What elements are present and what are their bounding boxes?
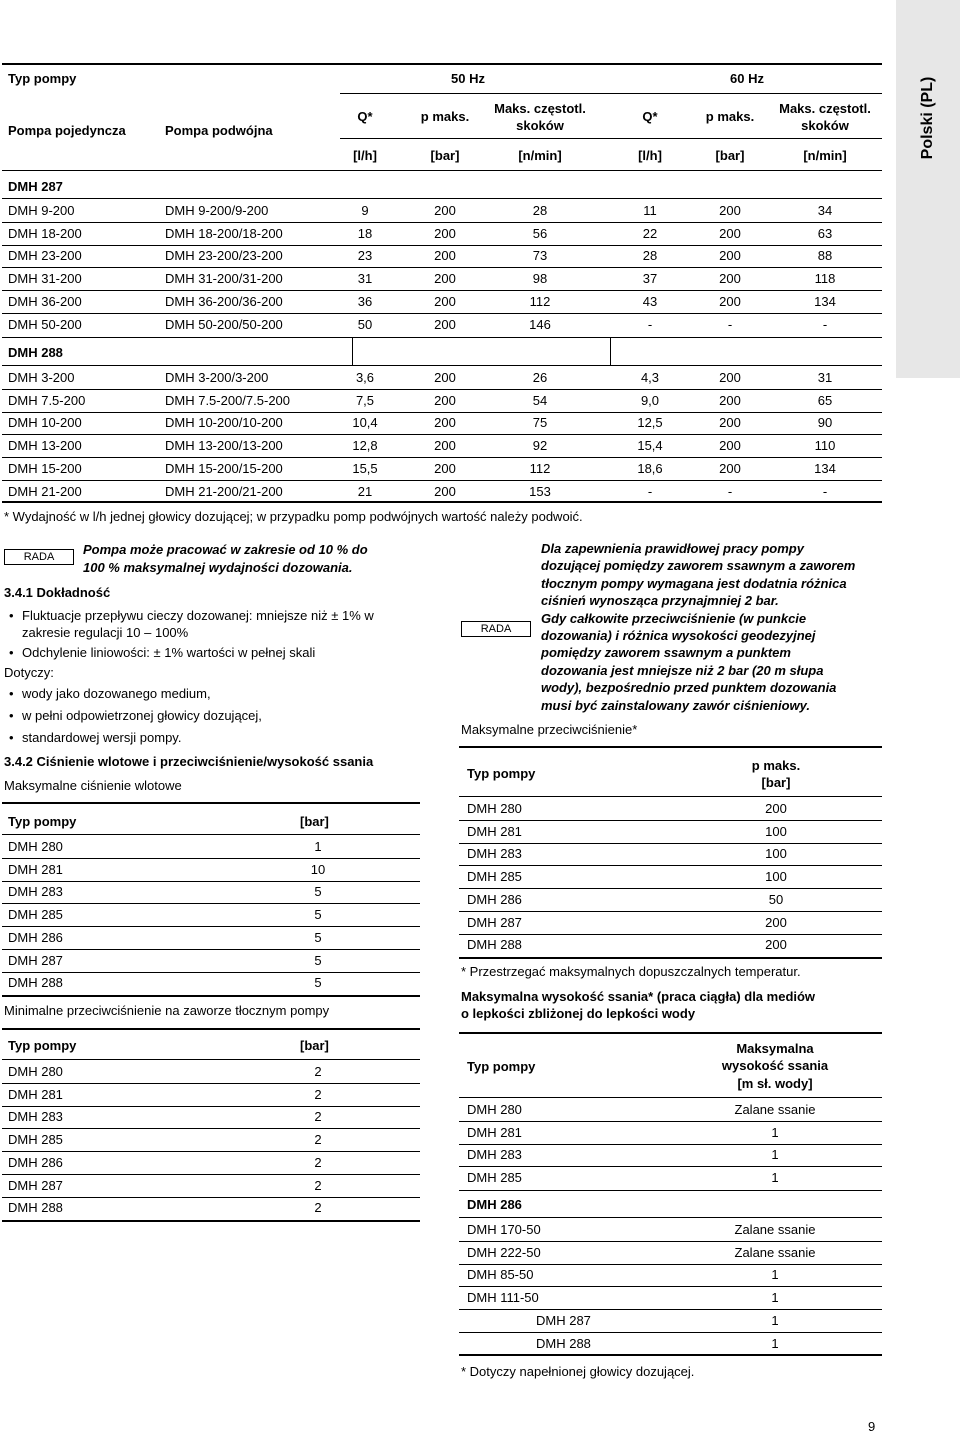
table-cell: 1: [771, 1290, 779, 1306]
table-cell: DMH 288: [8, 975, 63, 991]
row-divider: [2, 245, 882, 246]
table-cell: DMH 285: [467, 1170, 522, 1186]
table-cell: 200: [434, 225, 456, 241]
table-cell: DMH 170-50: [467, 1222, 541, 1237]
table-cell: 200: [434, 483, 456, 499]
table-cell: DMH 7.5-200/7.5-200: [165, 392, 291, 408]
table-cell: 63: [817, 225, 833, 241]
bullet-item: • wody jako dozowanego medium,: [22, 686, 211, 702]
table-cell: 88: [817, 248, 833, 264]
table-rule: [340, 138, 882, 139]
table-cell: 200: [434, 415, 456, 431]
table-cell: 43: [642, 293, 658, 309]
table-backpressure-head-unit: [bar]: [300, 1038, 329, 1053]
table-maxpressure-head-p: p maks.: [751, 758, 801, 773]
table-cell: DMH 281: [467, 1124, 522, 1140]
table-suction-group: DMH 286: [467, 1197, 522, 1212]
table-inlet-title: Maksymalne ciśnienie wlotowe: [4, 778, 182, 793]
table-rule: [2, 170, 882, 171]
table-cell: 31: [357, 271, 373, 287]
applies-label: Dotyczy:: [4, 665, 54, 680]
table-cell: 200: [434, 460, 456, 476]
table-cell: 110: [814, 438, 836, 454]
table-cell: 2: [314, 1086, 322, 1102]
table-cell: 200: [719, 370, 741, 385]
table-rule: [2, 63, 882, 65]
table-maxpressure-head-type: Typ pompy: [467, 766, 536, 781]
table-cell: 200: [765, 937, 787, 953]
unit-freq-50: [n/min]: [518, 148, 562, 163]
row-divider: [459, 1264, 882, 1265]
table-cell: DMH 3-200/3-200: [165, 370, 269, 385]
table-rule: [459, 1190, 882, 1191]
table-cell: DMH 283: [8, 884, 63, 900]
table-cell: 23: [357, 248, 373, 264]
tip-text-line: dozowania) i różnica wysokości geodezyjnej: [541, 628, 816, 643]
table-cell: DMH 15-200: [8, 460, 82, 476]
table-rule-vertical: [610, 337, 611, 365]
page-number: 9: [868, 1419, 876, 1434]
table-rule: [459, 746, 882, 748]
row-divider: [459, 1241, 882, 1242]
table-cell: 22: [642, 225, 658, 241]
row-divider: [459, 843, 882, 844]
table-inlet-head-type: Typ pompy: [8, 814, 77, 829]
table-cell: DMH 280: [467, 1102, 522, 1117]
table-cell: DMH 7.5-200: [8, 392, 86, 408]
table-rule: [2, 1028, 420, 1030]
table-cell: DMH 286: [467, 891, 522, 907]
row-divider: [2, 881, 420, 882]
row-divider: [459, 1309, 882, 1310]
table-rule: [2, 365, 882, 366]
table-cell: DMH 280: [467, 801, 522, 816]
tip-text-line: pomiędzy zaworem ssawnym a punktem: [541, 645, 791, 661]
table-cell: DMH 3-200: [8, 370, 75, 385]
bullet-item-continued: zakresie regulacji 10 – 100%: [22, 625, 189, 640]
row-divider: [459, 1286, 882, 1287]
row-divider: [2, 480, 882, 481]
row-divider: [2, 267, 882, 268]
row-divider: [2, 1174, 420, 1175]
table-cell: DMH 286: [8, 1154, 63, 1170]
unit-freq-60: [n/min]: [803, 148, 847, 163]
header-p-60: p maks.: [705, 109, 755, 124]
table-cell: 92: [532, 438, 548, 454]
table-suction-note: * Dotyczy napełnionej głowicy dozującej.: [461, 1364, 695, 1379]
table-rule: [2, 1220, 420, 1222]
table-rule: [459, 1032, 882, 1034]
table-cell: DMH 9-200/9-200: [165, 203, 269, 218]
table-cell: DMH 281: [467, 823, 522, 839]
row-divider: [459, 1144, 882, 1145]
table-cell: DMH 21-200/21-200: [165, 483, 283, 499]
table-cell: DMH 85-50: [467, 1267, 534, 1283]
header-freq-50-line1: Maks. częstotl.: [494, 101, 586, 116]
section-3-4-1-heading: 3.4.1 Dokładność: [4, 585, 111, 600]
table-cell: DMH 18-200: [8, 225, 82, 241]
group-dmh287: DMH 287: [8, 179, 63, 194]
tip-text-line: ciśnień wynosząca przynajmniej 2 bar.: [541, 593, 779, 609]
table-cell: -: [822, 316, 828, 332]
row-divider: [2, 949, 420, 950]
table-cell: 65: [817, 392, 833, 408]
table-cell: 75: [532, 415, 548, 431]
table-cell: 11: [643, 203, 657, 218]
table-cell: DMH 21-200: [8, 483, 82, 499]
table-cell: 1: [771, 1170, 779, 1186]
table-cell: DMH 23-200/23-200: [165, 248, 283, 264]
table-cell: DMH 283: [467, 846, 522, 862]
table-cell: 12,8: [352, 438, 378, 454]
table-cell: DMH 50-200/50-200: [165, 316, 283, 332]
table-cell: 15,5: [352, 460, 378, 476]
header-pump-type: Typ pompy: [8, 71, 77, 86]
table-cell: Zalane ssanie: [734, 1222, 816, 1237]
table-cell: 112: [529, 460, 551, 476]
table-suction-title-line2: o lepkości zbliżonej do lepkości wody: [461, 1006, 696, 1021]
table-cell: 2: [314, 1154, 322, 1170]
table-cell: DMH 23-200: [8, 248, 82, 264]
header-double-pump: Pompa podwójna: [165, 123, 273, 138]
table-cell: 9,0: [640, 392, 660, 408]
table-cell: -: [647, 316, 653, 332]
table-cell: 200: [719, 248, 741, 264]
table-cell: DMH 287: [8, 952, 63, 968]
table-cell: 4,3: [640, 370, 660, 385]
table-cell: 98: [532, 271, 548, 287]
unit-p-50: [bar]: [430, 148, 460, 163]
table-cell: 146: [529, 316, 551, 332]
table-cell: 1: [314, 839, 322, 854]
table-cell: 5: [314, 907, 322, 923]
table-cell: 34: [817, 203, 833, 218]
language-side-tab: [896, 0, 960, 378]
row-divider: [2, 290, 882, 291]
table-cell: 200: [719, 225, 741, 241]
table-cell: 100: [765, 846, 787, 862]
table-cell: DMH 13-200/13-200: [165, 438, 283, 454]
table-cell: DMH 285: [467, 869, 522, 885]
header-p-50: p maks.: [420, 109, 470, 124]
table-rule-vertical: [352, 337, 353, 365]
table-cell: 1: [771, 1147, 779, 1163]
table-rule: [459, 1217, 882, 1218]
table-cell: 200: [434, 248, 456, 264]
row-divider: [459, 820, 882, 821]
table-cell: 200: [434, 392, 456, 408]
table-cell: 100: [765, 869, 787, 885]
row-divider: [2, 1197, 420, 1198]
table-rule: [2, 1059, 420, 1060]
table-cell: DMH 283: [467, 1147, 522, 1163]
table-cell: 36: [357, 293, 373, 309]
table-cell: -: [822, 483, 828, 499]
language-label: Polski (PL): [919, 76, 936, 160]
table-suction-head-line3: [m sł. wody]: [737, 1076, 813, 1091]
table-cell: 37: [642, 271, 658, 287]
row-divider: [2, 389, 882, 390]
table-cell: 1: [771, 1124, 779, 1140]
table-cell: DMH 288: [467, 937, 522, 953]
table-rule: [2, 501, 882, 503]
table-cell: 3,6: [355, 370, 375, 385]
table-cell: DMH 31-200/31-200: [165, 271, 283, 287]
tip-text-line: tłocznym pompy wymagana jest dodatnia różnica: [541, 575, 847, 591]
header-freq-60-line2: skoków: [801, 118, 849, 133]
table-cell: 15,4: [637, 438, 663, 454]
table-cell: -: [647, 483, 653, 499]
tip-label: RADA: [4, 549, 74, 565]
table-maxpressure-note: * Przestrzegać maksymalnych dopuszczalnych temperatur.: [461, 964, 801, 979]
row-divider: [2, 412, 882, 413]
row-divider: [459, 1166, 882, 1167]
table-cell: 1: [771, 1267, 779, 1283]
table-suction-title-line1: Maksymalna wysokość ssania* (praca ciągła) dla mediów: [461, 989, 816, 1004]
section-3-4-2-heading: 3.4.2 Ciśnienie wlotowe i przeciwciśnienie/wysokość ssania: [4, 754, 374, 769]
row-divider: [459, 911, 882, 912]
table-rule: [2, 337, 882, 338]
table-rule: [2, 198, 882, 199]
table-cell: 31: [817, 370, 833, 385]
table-cell: 200: [434, 293, 456, 309]
table-cell: 2: [314, 1200, 322, 1216]
unit-q-60: [l/h]: [638, 148, 662, 163]
table-cell: 200: [719, 203, 741, 218]
table-cell: 200: [719, 392, 741, 408]
table-cell: 7,5: [355, 392, 375, 408]
table-rule: [2, 834, 420, 835]
table-cell: -: [727, 483, 733, 499]
table-cell: 2: [314, 1064, 322, 1079]
table-cell: 26: [532, 370, 548, 385]
table-cell: DMH 288: [536, 1335, 591, 1351]
main-table-footnote: * Wydajność w l/h jednej głowicy dozującej; w przypadku pomp podwójnych wartość należy podwoić.: [4, 509, 583, 524]
table-cell: DMH 286: [8, 929, 63, 945]
table-cell: 153: [529, 483, 551, 499]
tip-text-line: dozującej pomiędzy zaworem ssawnym a zaworem: [541, 558, 856, 574]
table-cell: DMH 50-200: [8, 316, 82, 332]
table-cell: Zalane ssanie: [734, 1102, 816, 1117]
bullet-item: • Fluktuacje przepływu cieczy dozowanej: mniejsze niż ± 1% w: [22, 608, 374, 624]
row-divider: [2, 1083, 420, 1084]
row-divider: [2, 858, 420, 859]
table-rule: [459, 1097, 882, 1098]
table-cell: 5: [314, 884, 322, 900]
tip-text-line1: Pompa może pracować w zakresie od 10 % do: [83, 542, 368, 557]
table-cell: Zalane ssanie: [734, 1244, 816, 1260]
table-cell: DMH 36-200: [8, 293, 82, 309]
table-cell: DMH 222-50: [467, 1244, 541, 1260]
table-cell: 50: [357, 316, 373, 332]
table-cell: 2: [314, 1132, 322, 1148]
unit-p-60: [bar]: [715, 148, 745, 163]
row-divider: [459, 865, 882, 866]
table-cell: 5: [314, 929, 322, 945]
table-cell: 200: [765, 801, 787, 816]
row-divider: [2, 434, 882, 435]
row-divider: [459, 934, 882, 935]
header-50hz: 50 Hz: [451, 71, 485, 86]
table-cell: 18: [357, 225, 373, 241]
row-divider: [459, 888, 882, 889]
table-cell: DMH 288: [8, 1200, 63, 1216]
header-60hz: 60 Hz: [730, 71, 764, 86]
table-cell: 1: [771, 1335, 779, 1351]
table-cell: 10: [310, 861, 326, 877]
tip-text-line: Gdy całkowite przeciwciśnienie (w punkcie: [541, 610, 807, 626]
group-dmh288: DMH 288: [8, 345, 63, 360]
table-cell: 200: [719, 415, 741, 431]
table-cell: 28: [532, 203, 548, 218]
header-q-60: Q*: [642, 109, 658, 124]
table-cell: DMH 280: [8, 1064, 63, 1079]
row-divider: [2, 1151, 420, 1152]
table-cell: 21: [357, 483, 373, 499]
table-cell: DMH 287: [536, 1312, 591, 1328]
table-cell: DMH 287: [8, 1177, 63, 1193]
table-cell: 200: [434, 203, 456, 218]
bullet-item: • standardowej wersji pompy.: [22, 730, 181, 746]
table-cell: DMH 10-200/10-200: [165, 415, 283, 431]
row-divider: [2, 313, 882, 314]
tip-text-line: wody), bezpośrednio przed punktem dozowania: [541, 680, 837, 696]
table-rule: [459, 1354, 882, 1356]
table-suction-head-line2: wysokość ssania: [721, 1058, 829, 1073]
table-cell: DMH 13-200: [8, 438, 82, 454]
table-cell: 134: [814, 460, 836, 476]
table-cell: 10,4: [352, 415, 378, 431]
table-cell: 5: [314, 952, 322, 968]
row-divider: [2, 1106, 420, 1107]
header-freq-60-line1: Maks. częstotl.: [779, 101, 871, 116]
table-cell: 90: [817, 415, 833, 431]
table-cell: DMH 281: [8, 861, 63, 877]
row-divider: [2, 972, 420, 973]
header-q-50: Q*: [357, 109, 373, 124]
table-cell: 50: [768, 891, 784, 907]
table-cell: 200: [434, 438, 456, 454]
table-cell: DMH 285: [8, 1132, 63, 1148]
table-cell: DMH 111-50: [467, 1290, 539, 1306]
tip-text-line: Dla zapewnienia prawidłowej pracy pompy: [541, 541, 804, 556]
row-divider: [2, 903, 420, 904]
table-cell: 2: [314, 1109, 322, 1125]
table-cell: 200: [719, 460, 741, 476]
table-cell: DMH 18-200/18-200: [165, 225, 283, 241]
table-cell: 12,5: [637, 415, 663, 431]
table-cell: 118: [814, 271, 836, 287]
header-single-pump: Pompa pojedyncza: [8, 123, 126, 138]
table-cell: 100: [765, 823, 787, 839]
bullet-item: • w pełni odpowietrzonej głowicy dozującej,: [22, 708, 262, 724]
table-rule: [2, 802, 420, 804]
table-cell: 73: [532, 248, 548, 264]
table-suction-head-type: Typ pompy: [467, 1059, 536, 1074]
row-divider: [2, 926, 420, 927]
row-divider: [2, 1128, 420, 1129]
table-rule: [459, 957, 882, 959]
table-cell: -: [727, 316, 733, 332]
table-cell: 200: [719, 293, 741, 309]
table-cell: 200: [719, 438, 741, 454]
table-cell: 200: [434, 370, 456, 385]
table-cell: 112: [529, 293, 551, 309]
table-cell: 200: [765, 914, 787, 930]
row-divider: [459, 1121, 882, 1122]
table-rule: [340, 93, 882, 94]
table-cell: DMH 10-200: [8, 415, 82, 431]
table-inlet-head-unit: [bar]: [300, 814, 329, 829]
table-cell: 200: [719, 271, 741, 287]
row-divider: [2, 457, 882, 458]
table-cell: DMH 287: [467, 914, 522, 930]
table-cell: 18,6: [637, 460, 663, 476]
table-cell: 54: [532, 392, 548, 408]
table-rule: [459, 796, 882, 797]
unit-q-50: [l/h]: [353, 148, 377, 163]
table-backpressure-head-type: Typ pompy: [8, 1038, 77, 1053]
table-cell: 1: [771, 1312, 779, 1328]
table-cell: 5: [314, 975, 322, 991]
table-cell: 9: [361, 203, 369, 218]
table-rule: [2, 995, 420, 997]
table-cell: DMH 15-200/15-200: [165, 460, 283, 476]
table-backpressure-title: Minimalne przeciwciśnienie na zaworze tłocznym pompy: [4, 1003, 330, 1018]
table-cell: 200: [434, 271, 456, 287]
tip-text-line: musi być zainstalowany zawór ciśnieniowy.: [541, 697, 810, 713]
table-cell: DMH 36-200/36-200: [165, 293, 283, 309]
table-cell: 134: [814, 293, 836, 309]
table-cell: DMH 9-200: [8, 203, 75, 218]
tip-label: RADA: [461, 621, 531, 637]
table-cell: 2: [314, 1177, 322, 1193]
table-cell: DMH 31-200: [8, 271, 82, 287]
tip-text-line: dozowania jest mniejsze niż 2 bar (20 m słupa: [541, 662, 824, 678]
row-divider: [459, 1332, 882, 1333]
table-maxpressure-title: Maksymalne przeciwciśnienie*: [461, 722, 638, 737]
header-freq-50-line2: skoków: [516, 118, 564, 133]
table-cell: 28: [642, 248, 658, 264]
table-cell: DMH 281: [8, 1086, 63, 1102]
table-cell: DMH 283: [8, 1109, 63, 1125]
tip-text-line2: 100 % maksymalnej wydajności dozowania.: [83, 560, 353, 575]
row-divider: [2, 222, 882, 223]
table-cell: 56: [532, 225, 548, 241]
table-cell: 200: [434, 316, 456, 332]
table-cell: DMH 285: [8, 907, 63, 923]
table-suction-head-line1: Maksymalna: [736, 1041, 814, 1056]
table-maxpressure-head-unit: [bar]: [761, 775, 791, 790]
table-cell: DMH 280: [8, 839, 63, 854]
bullet-item: • Odchylenie liniowości: ± 1% wartości w pełnej skali: [22, 645, 315, 661]
